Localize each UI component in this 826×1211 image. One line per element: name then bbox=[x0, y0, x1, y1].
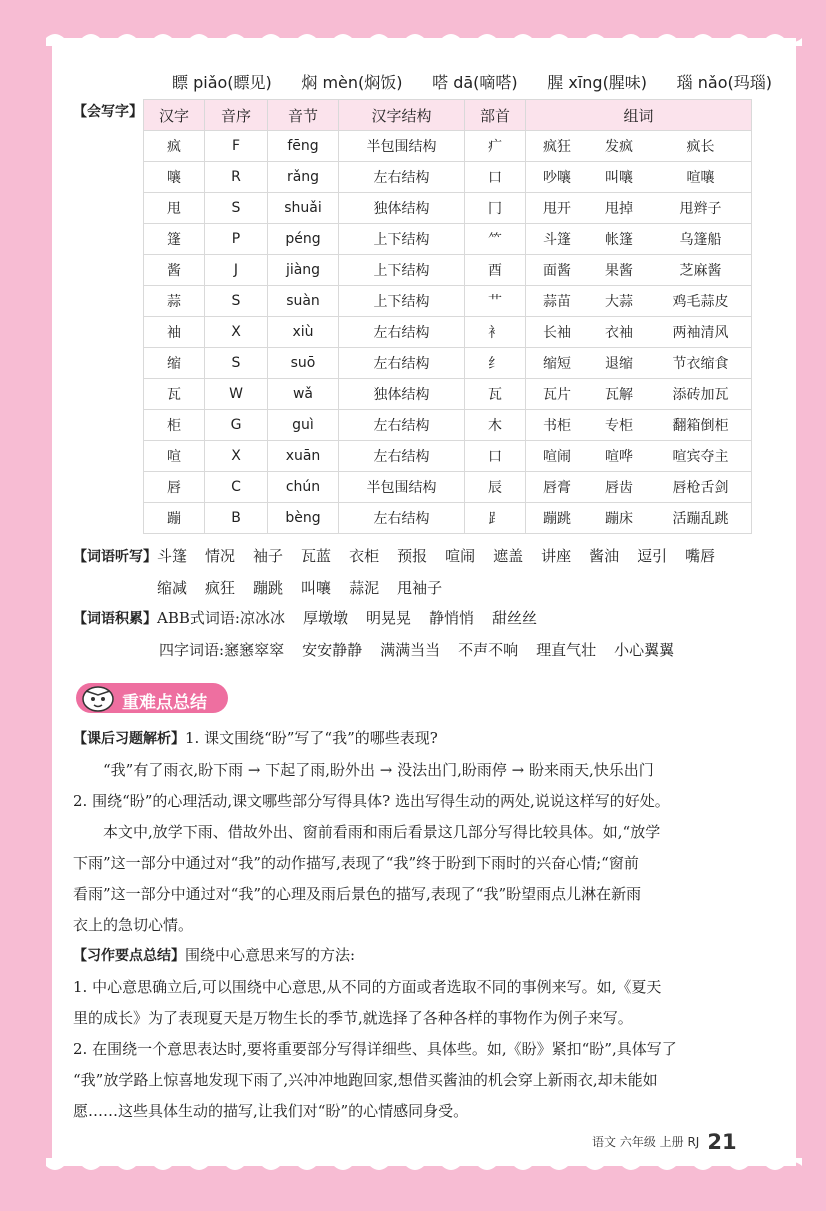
table-row bbox=[144, 441, 752, 472]
word-cell: 唇枪舌剑 bbox=[650, 472, 752, 503]
radical-cell: ⻊ bbox=[465, 503, 526, 534]
radical-cell: 冂 bbox=[465, 193, 526, 224]
word-cell: 添砖加瓦 bbox=[650, 379, 752, 410]
word-cell: 面酱 bbox=[526, 255, 589, 286]
word-cell: 喧嚷 bbox=[650, 162, 752, 193]
word-cell: 蹦床 bbox=[588, 503, 650, 534]
writing-point-line: 愿……这些具体生动的描写,让我们对“盼”的心情感同身受。 bbox=[73, 1102, 469, 1120]
radical-cell: 衤 bbox=[465, 317, 526, 348]
table-row bbox=[144, 503, 752, 534]
char-cell: 唇 bbox=[144, 472, 205, 503]
book-mascot-icon bbox=[80, 679, 116, 715]
page-footer bbox=[592, 1130, 737, 1154]
word-item: 逗引 bbox=[637, 547, 668, 565]
char-cell: 瓦 bbox=[144, 379, 205, 410]
word-cell: 蹦跳 bbox=[526, 503, 589, 534]
writing-label: 【习作要点总结】 bbox=[73, 948, 185, 964]
word-item: 情况 bbox=[205, 547, 236, 565]
answer-2-line: 本文中,放学下雨、借故外出、窗前看雨和雨后看景这几部分写得比较具体。如,“放学 bbox=[103, 823, 661, 841]
table-row bbox=[144, 317, 752, 348]
accumulate-label: 【词语积累】 bbox=[73, 611, 157, 627]
summary-title: 重难点总结 bbox=[122, 693, 207, 713]
table-row bbox=[144, 193, 752, 224]
word-item: 袖子 bbox=[253, 547, 284, 565]
pinyin-cell: suàn bbox=[268, 286, 339, 317]
seq-cell: S bbox=[205, 348, 268, 379]
radical-cell: 辰 bbox=[465, 472, 526, 503]
structure-cell: 上下结构 bbox=[339, 224, 465, 255]
radical-cell: ⺮ bbox=[465, 224, 526, 255]
col-header: 音节 bbox=[268, 100, 339, 131]
seq-cell: G bbox=[205, 410, 268, 441]
char-cell: 缩 bbox=[144, 348, 205, 379]
char-cell: 篷 bbox=[144, 224, 205, 255]
word-cell: 专柜 bbox=[588, 410, 650, 441]
abb-line bbox=[73, 603, 692, 635]
summary-title-badge bbox=[76, 683, 228, 713]
pinyin-cell: wǎ bbox=[268, 379, 339, 410]
word-cell: 瓦片 bbox=[526, 379, 589, 410]
structure-cell: 左右结构 bbox=[339, 162, 465, 193]
word-cell: 发疯 bbox=[588, 131, 650, 162]
pinyin-cell: xuān bbox=[268, 441, 339, 472]
word-item: 蹦跳 bbox=[253, 579, 284, 597]
question-1: 1. 课文围绕“盼”写了“我”的哪些表现? bbox=[185, 729, 438, 747]
word-item: 讲座 bbox=[541, 547, 572, 565]
word-cell: 唇膏 bbox=[526, 472, 589, 503]
write-section-label: 【会写字】 bbox=[73, 104, 143, 120]
exercise-section bbox=[73, 723, 753, 941]
word-item: 厚墩墩 bbox=[302, 609, 348, 627]
word-item: 明晃晃 bbox=[365, 609, 411, 627]
table-row bbox=[144, 162, 752, 193]
dictation-section bbox=[73, 541, 733, 604]
word-cell: 大蒜 bbox=[588, 286, 650, 317]
pinyin-cell: fēng bbox=[268, 131, 339, 162]
pinyin-cell: xiù bbox=[268, 317, 339, 348]
table-row bbox=[144, 472, 752, 503]
writing-intro: 围绕中心意思来写的方法: bbox=[185, 946, 356, 964]
structure-cell: 独体结构 bbox=[339, 379, 465, 410]
word-cell: 疯狂 bbox=[526, 131, 589, 162]
structure-cell: 左右结构 bbox=[339, 441, 465, 472]
answer-2-line: 衣上的急切心情。 bbox=[73, 916, 194, 934]
table-row bbox=[144, 224, 752, 255]
structure-cell: 左右结构 bbox=[339, 348, 465, 379]
pinyin-cell: jiàng bbox=[268, 255, 339, 286]
col-header: 汉字结构 bbox=[339, 100, 465, 131]
accumulate-section bbox=[73, 603, 692, 666]
char-cell: 疯 bbox=[144, 131, 205, 162]
word-item: 叫嚷 bbox=[301, 579, 332, 597]
seq-cell: S bbox=[205, 286, 268, 317]
word-cell: 芝麻酱 bbox=[650, 255, 752, 286]
word-cell: 两袖清风 bbox=[650, 317, 752, 348]
word-cell: 缩短 bbox=[526, 348, 589, 379]
word-cell: 果酱 bbox=[588, 255, 650, 286]
pinyin-cell: guì bbox=[268, 410, 339, 441]
word-item: 甩袖子 bbox=[397, 579, 443, 597]
col-header: 组词 bbox=[526, 100, 752, 131]
word-cell: 疯长 bbox=[650, 131, 752, 162]
char-cell: 蹦 bbox=[144, 503, 205, 534]
radical-cell: 口 bbox=[465, 441, 526, 472]
char-cell: 喧 bbox=[144, 441, 205, 472]
word-item: 窸窸窣窣 bbox=[224, 641, 285, 659]
page-number: 21 bbox=[707, 1130, 737, 1154]
char-cell: 柜 bbox=[144, 410, 205, 441]
char-cell: 蒜 bbox=[144, 286, 205, 317]
structure-cell: 半包围结构 bbox=[339, 131, 465, 162]
dictation-label: 【词语听写】 bbox=[73, 549, 157, 565]
radical-cell: 疒 bbox=[465, 131, 526, 162]
radical-cell: 瓦 bbox=[465, 379, 526, 410]
word-cell: 甩辫子 bbox=[650, 193, 752, 224]
seq-cell: X bbox=[205, 317, 268, 348]
four-char-line bbox=[73, 635, 692, 666]
word-cell: 书柜 bbox=[526, 410, 589, 441]
col-header: 音序 bbox=[205, 100, 268, 131]
word-cell: 衣袖 bbox=[588, 317, 650, 348]
writing-section bbox=[73, 940, 753, 1127]
structure-cell: 半包围结构 bbox=[339, 472, 465, 503]
pinyin-cell: chún bbox=[268, 472, 339, 503]
word-item: 甜丝丝 bbox=[492, 609, 538, 627]
radical-cell: 纟 bbox=[465, 348, 526, 379]
pinyin-cell: bèng bbox=[268, 503, 339, 534]
radical-cell: 口 bbox=[465, 162, 526, 193]
word-cell: 退缩 bbox=[588, 348, 650, 379]
pinyin-cell: rǎng bbox=[268, 162, 339, 193]
answer-2-line: 看雨”这一部分中通过对“我”的心理及雨后景色的描写,表现了“我”盼望雨点儿淋在新雨 bbox=[73, 885, 642, 903]
seq-cell: W bbox=[205, 379, 268, 410]
word-cell: 吵嚷 bbox=[526, 162, 589, 193]
word-cell: 鸡毛蒜皮 bbox=[650, 286, 752, 317]
writing-point-line: 1. 中心意思确立后,可以围绕中心意思,从不同的方面或者选取不同的事例来写。如,《夏天 bbox=[73, 978, 662, 996]
word-cell: 长袖 bbox=[526, 317, 589, 348]
word-cell: 喧宾夺主 bbox=[650, 441, 752, 472]
polyphone-item: 嗒 dā(嘀嗒) bbox=[432, 73, 518, 92]
structure-cell: 左右结构 bbox=[339, 410, 465, 441]
answer-1: “我”有了雨衣,盼下雨 → 下起了雨,盼外出 → 没法出门,盼雨停 → 盼来雨天,快乐出门 bbox=[103, 761, 654, 779]
writing-point-line: 2. 在围绕一个意思表达时,要将重要部分写得详细些、具体些。如,《盼》紧扣“盼”,具体写了 bbox=[73, 1040, 677, 1058]
four-prefix: 四字词语: bbox=[159, 641, 225, 659]
word-item: 满满当当 bbox=[380, 641, 441, 659]
seq-cell: S bbox=[205, 193, 268, 224]
radical-cell: 艹 bbox=[465, 286, 526, 317]
word-cell: 帐篷 bbox=[588, 224, 650, 255]
word-item: 静悄悄 bbox=[428, 609, 474, 627]
word-item: 酱油 bbox=[589, 547, 620, 565]
seq-cell: X bbox=[205, 441, 268, 472]
char-cell: 嚷 bbox=[144, 162, 205, 193]
word-cell: 唇齿 bbox=[588, 472, 650, 503]
polyphone-item: 瞟 piǎo(瞟见) bbox=[172, 73, 272, 92]
polyphone-item: 瑙 nǎo(玛瑙) bbox=[676, 73, 772, 92]
table-row bbox=[144, 255, 752, 286]
exercise-label: 【课后习题解析】 bbox=[73, 731, 185, 747]
word-cell: 翻箱倒柜 bbox=[650, 410, 752, 441]
seq-cell: F bbox=[205, 131, 268, 162]
structure-cell: 上下结构 bbox=[339, 286, 465, 317]
col-header: 汉字 bbox=[144, 100, 205, 131]
table-row bbox=[144, 410, 752, 441]
word-item: 瓦蓝 bbox=[301, 547, 332, 565]
word-cell: 蒜苗 bbox=[526, 286, 589, 317]
word-item: 缩减 bbox=[157, 579, 188, 597]
question-2: 2. 围绕“盼”的心理活动,课文哪些部分写得具体? 选出写得生动的两处,说说这样写的好处。 bbox=[73, 792, 670, 810]
table-row bbox=[144, 348, 752, 379]
word-cell: 节衣缩食 bbox=[650, 348, 752, 379]
radical-cell: 木 bbox=[465, 410, 526, 441]
footer-text: 语文 六年级 上册 RJ bbox=[592, 1135, 700, 1149]
char-cell: 袖 bbox=[144, 317, 205, 348]
word-item: 衣柜 bbox=[349, 547, 380, 565]
word-cell: 叫嚷 bbox=[588, 162, 650, 193]
word-cell: 斗篷 bbox=[526, 224, 589, 255]
structure-cell: 独体结构 bbox=[339, 193, 465, 224]
word-cell: 喧哗 bbox=[588, 441, 650, 472]
word-cell: 活蹦乱跳 bbox=[650, 503, 752, 534]
col-header: 部首 bbox=[465, 100, 526, 131]
word-item: 安安静静 bbox=[302, 641, 363, 659]
word-item: 凉冰冰 bbox=[239, 609, 285, 627]
table-row bbox=[144, 379, 752, 410]
structure-cell: 左右结构 bbox=[339, 317, 465, 348]
structure-cell: 左右结构 bbox=[339, 503, 465, 534]
word-cell: 乌篷船 bbox=[650, 224, 752, 255]
word-cell: 甩掉 bbox=[588, 193, 650, 224]
seq-cell: J bbox=[205, 255, 268, 286]
word-item: 小心翼翼 bbox=[614, 641, 675, 659]
word-cell: 甩开 bbox=[526, 193, 589, 224]
dictation-line-1 bbox=[73, 541, 733, 573]
polyphone-item: 焖 mèn(焖饭) bbox=[301, 73, 403, 92]
word-item: 嘴唇 bbox=[685, 547, 716, 565]
pinyin-cell: shuǎi bbox=[268, 193, 339, 224]
table-row bbox=[144, 286, 752, 317]
seq-cell: R bbox=[205, 162, 268, 193]
word-item: 预报 bbox=[397, 547, 428, 565]
dictation-line-2 bbox=[73, 573, 733, 604]
word-item: 喧闹 bbox=[445, 547, 476, 565]
structure-cell: 上下结构 bbox=[339, 255, 465, 286]
polyphone-item: 腥 xīng(腥味) bbox=[547, 73, 648, 92]
word-cell: 喧闹 bbox=[526, 441, 589, 472]
answer-2-line: 下雨”这一部分中通过对“我”的动作描写,表现了“我”终于盼到下雨时的兴奋心情;“窗前 bbox=[73, 854, 639, 872]
char-cell: 酱 bbox=[144, 255, 205, 286]
word-item: 遮盖 bbox=[493, 547, 524, 565]
seq-cell: P bbox=[205, 224, 268, 255]
seq-cell: B bbox=[205, 503, 268, 534]
abb-prefix: ABB式词语: bbox=[157, 609, 240, 627]
pinyin-cell: suō bbox=[268, 348, 339, 379]
word-item: 疯狂 bbox=[205, 579, 236, 597]
table-header-row bbox=[144, 100, 752, 131]
pinyin-cell: péng bbox=[268, 224, 339, 255]
radical-cell: 酉 bbox=[465, 255, 526, 286]
table-row bbox=[144, 131, 752, 162]
word-item: 理直气壮 bbox=[536, 641, 597, 659]
char-cell: 甩 bbox=[144, 193, 205, 224]
character-table bbox=[143, 99, 752, 534]
word-item: 不声不响 bbox=[458, 641, 519, 659]
word-cell: 瓦解 bbox=[588, 379, 650, 410]
word-item: 蒜泥 bbox=[349, 579, 380, 597]
polyphone-line bbox=[172, 70, 772, 93]
writing-point-line: 里的成长》为了表现夏天是万物生长的季节,就选择了各种各样的事物作为例子来写。 bbox=[73, 1009, 633, 1027]
writing-point-line: “我”放学路上惊喜地发现下雨了,兴冲冲地跑回家,想借买酱油的机会穿上新雨衣,却未能如 bbox=[73, 1071, 658, 1089]
seq-cell: C bbox=[205, 472, 268, 503]
word-item: 斗篷 bbox=[157, 547, 188, 565]
